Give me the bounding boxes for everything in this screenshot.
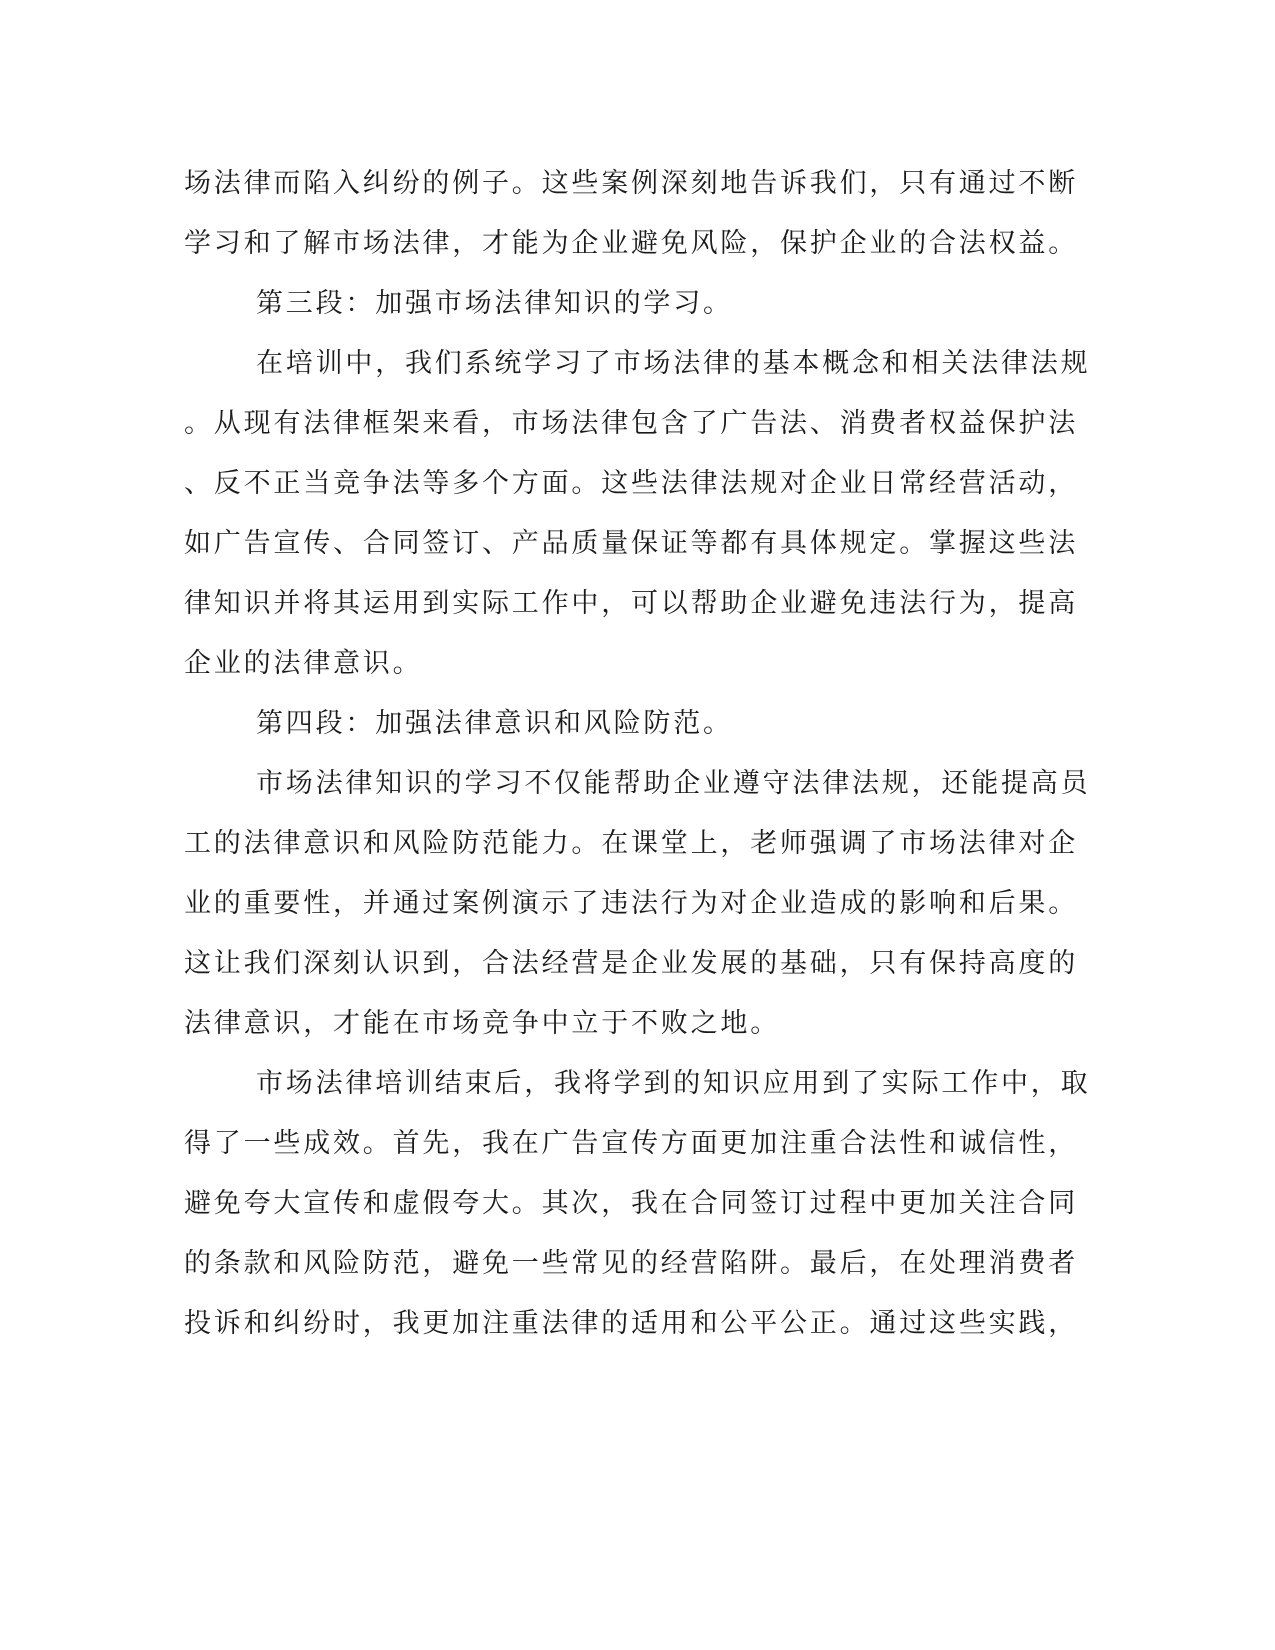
text-line: 如广告宣传、合同签订、产品质量保证等都有具体规定。掌握这些法	[184, 528, 1078, 559]
text-line: 法律意识，才能在市场竞争中立于不败之地。	[184, 1008, 780, 1039]
text-line: 学习和了解市场法律，才能为企业避免风险，保护企业的合法权益。	[184, 228, 1078, 259]
text-line: 得了一些成效。首先，我在广告宣传方面更加注重合法性和诚信性，	[184, 1128, 1078, 1159]
section-heading-3: 第三段：加强市场法律知识的学习。	[256, 288, 733, 319]
text-line: 投诉和纠纷时，我更加注重法律的适用和公平公正。通过这些实践，	[184, 1308, 1078, 1339]
document-body	[184, 164, 1091, 1364]
text-line: 这让我们深刻认识到，合法经营是企业发展的基础，只有保持高度的	[184, 948, 1078, 979]
section-heading-4: 第四段：加强法律意识和风险防范。	[256, 708, 733, 739]
text-line: 企业的法律意识。	[184, 648, 423, 679]
text-line: 律知识并将其运用到实际工作中，可以帮助企业避免违法行为，提高	[184, 588, 1078, 619]
text-line: 市场法律知识的学习不仅能帮助企业遵守法律法规，还能提高员	[256, 768, 1091, 799]
text-line: 业的重要性，并通过案例演示了违法行为对企业造成的影响和后果。	[184, 888, 1078, 919]
text-line: 场法律而陷入纠纷的例子。这些案例深刻地告诉我们，只有通过不断	[184, 168, 1078, 199]
text-line: 在培训中，我们系统学习了市场法律的基本概念和相关法律法规	[256, 348, 1091, 379]
text-line: 避免夸大宣传和虚假夸大。其次，我在合同签订过程中更加关注合同	[184, 1188, 1078, 1219]
text-line: 工的法律意识和风险防范能力。在课堂上，老师强调了市场法律对企	[184, 828, 1078, 859]
text-line: 、反不正当竞争法等多个方面。这些法律法规对企业日常经营活动，	[184, 468, 1078, 499]
text-line: 市场法律培训结束后，我将学到的知识应用到了实际工作中，取	[256, 1068, 1091, 1099]
text-line: 的条款和风险防范，避免一些常见的经营陷阱。最后，在处理消费者	[184, 1248, 1078, 1279]
text-line: 。从现有法律框架来看，市场法律包含了广告法、消费者权益保护法	[184, 408, 1078, 439]
